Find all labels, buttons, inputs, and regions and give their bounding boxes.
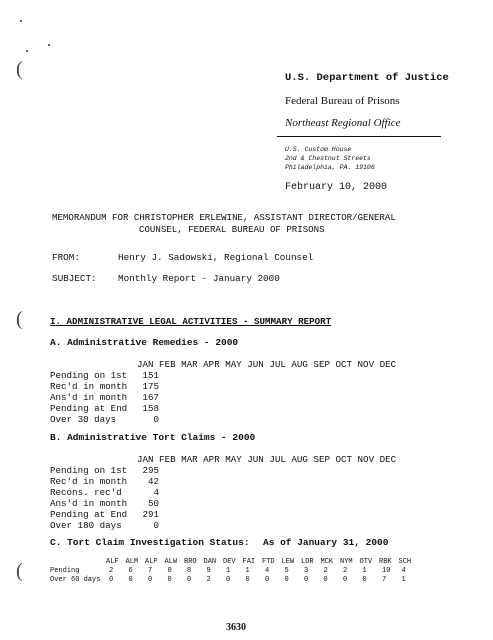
table-cell: 0 xyxy=(167,567,172,575)
memo-for-line-2: COUNSEL, FEDERAL BUREAU OF PRISONS xyxy=(139,224,325,235)
column-header: OTV xyxy=(359,558,373,566)
table-cell: 2 xyxy=(109,567,114,575)
column-header: NYM xyxy=(340,558,353,566)
column-header: LOR xyxy=(301,558,314,566)
table-row xyxy=(50,392,159,403)
table-cell: 0 xyxy=(323,576,328,584)
table-cell: 4 xyxy=(401,567,406,575)
column-header: DEV xyxy=(223,558,236,566)
table-cell: 1 xyxy=(401,576,406,584)
tort-claims-table xyxy=(50,465,159,531)
subsection-b-heading: B. Administrative Tort Claims - 2000 xyxy=(50,432,256,443)
jan-value: 291 xyxy=(142,509,159,520)
subject-label: SUBJECT: xyxy=(52,273,97,284)
table-cell: 0 xyxy=(245,576,250,584)
table-row xyxy=(50,520,159,531)
corner-cell xyxy=(50,558,106,567)
table-cell: 0 xyxy=(304,576,309,584)
table-cell: 9 xyxy=(206,567,211,575)
punch-hole-mark: ( xyxy=(16,58,23,80)
jan-value: 50 xyxy=(147,498,159,509)
row-label: Ans'd in month xyxy=(50,498,128,509)
row-label: Pending at End xyxy=(50,403,128,414)
office-name: Northeast Regional Office xyxy=(285,117,401,129)
table-cell: 0 xyxy=(284,576,289,584)
table-row xyxy=(50,414,159,425)
table-cell: 2 xyxy=(323,567,328,575)
table-cell: 0 xyxy=(128,576,133,584)
column-header: ALP xyxy=(145,558,158,566)
scan-speck xyxy=(26,50,28,52)
table-row xyxy=(50,567,418,576)
column-header: MCK xyxy=(320,558,334,566)
table-row xyxy=(50,465,159,476)
table-cell: 7 xyxy=(382,576,387,584)
page-number: 3630 xyxy=(226,622,246,633)
table-row xyxy=(50,498,159,509)
jan-value: 175 xyxy=(142,381,159,392)
scan-speck xyxy=(48,44,50,46)
table-cell: 6 xyxy=(128,567,133,575)
letterhead-rule xyxy=(277,136,441,137)
row-label: Pending at End xyxy=(50,509,128,520)
table-cell: 0 xyxy=(148,576,153,584)
row-label: Over 30 days xyxy=(50,414,117,425)
table-cell: 0 xyxy=(226,576,231,584)
from-label: FROM: xyxy=(52,252,80,263)
table-cell: 8 xyxy=(187,567,192,575)
row-label: Rec'd in month xyxy=(50,381,128,392)
table-cell: 0 xyxy=(265,576,270,584)
row-label: Ans'd in month xyxy=(50,392,128,403)
column-header: LEW xyxy=(281,558,295,566)
address-line: 2nd & Chestnut Streets xyxy=(285,155,371,162)
column-header: FTD xyxy=(262,558,275,566)
subsection-c-heading: C. Tort Claim Investigation Status: xyxy=(50,537,250,548)
row-label: Over 60 days xyxy=(50,576,101,584)
table-row xyxy=(50,487,159,498)
jan-value: 0 xyxy=(153,520,159,531)
table-cell: 1 xyxy=(226,567,231,575)
memo-for-line-1: MEMORANDUM FOR CHRISTOPHER ERLEWINE, ASSISTANT DIRECTOR/GENERAL xyxy=(52,212,396,223)
from-value: Henry J. Sadowski, Regional Counsel xyxy=(118,252,314,263)
column-header: DAN xyxy=(203,558,217,566)
table-cell: 1 xyxy=(245,567,250,575)
row-label: Pending on 1st xyxy=(50,465,128,476)
column-header: ALW xyxy=(164,558,178,566)
jan-value: 158 xyxy=(142,403,159,414)
row-label: Rec'd in month xyxy=(50,476,128,487)
table-row xyxy=(50,370,159,381)
table-cell: 0 xyxy=(343,576,348,584)
memo-date: February 10, 2000 xyxy=(285,182,388,193)
table-row xyxy=(50,576,418,585)
punch-hole-mark: ( xyxy=(16,560,23,582)
column-header: SCH xyxy=(398,558,412,566)
column-header: ALM xyxy=(125,558,139,566)
scan-speck xyxy=(20,20,22,22)
jan-value: 4 xyxy=(153,487,159,498)
column-header: FAI xyxy=(242,558,256,566)
table-row xyxy=(50,476,159,487)
table-cell: 7 xyxy=(148,567,153,575)
table-cell: 1 xyxy=(362,567,367,575)
bureau-name: Federal Bureau of Prisons xyxy=(285,95,400,107)
table-cell: 4 xyxy=(265,567,270,575)
column-header: ALF xyxy=(106,558,119,566)
months-header: JAN FEB MAR APR MAY JUN JUL AUG SEP OCT NOV DEC xyxy=(137,454,397,465)
jan-value: 0 xyxy=(153,414,159,425)
subject-value: Monthly Report - January 2000 xyxy=(118,273,280,284)
table-row xyxy=(50,381,159,392)
table-cell: 2 xyxy=(343,567,348,575)
table-cell: 3 xyxy=(304,567,309,575)
table-cell: 0 xyxy=(187,576,192,584)
jan-value: 167 xyxy=(142,392,159,403)
months-header: JAN FEB MAR APR MAY JUN JUL AUG SEP OCT NOV DEC xyxy=(137,359,397,370)
table-header-row xyxy=(50,558,418,567)
column-header: RBK xyxy=(379,558,392,566)
table-cell: 0 xyxy=(362,576,367,584)
department-name: U.S. Department of Justice xyxy=(285,72,449,84)
jan-value: 42 xyxy=(147,476,159,487)
punch-hole-mark: ( xyxy=(16,308,23,330)
jan-value: 151 xyxy=(142,370,159,381)
table-row xyxy=(50,403,159,414)
row-label: Pending xyxy=(50,567,80,575)
address-line: Philadelphia, PA. 19106 xyxy=(285,164,375,171)
subsection-a-heading: A. Administrative Remedies - 2000 xyxy=(50,337,239,348)
table-cell: 0 xyxy=(109,576,114,584)
row-label: Recons. rec'd xyxy=(50,487,122,498)
investigation-status-table xyxy=(50,558,418,585)
address-line: U.S. Custom House xyxy=(285,146,352,153)
subsection-c-asof: As of January 31, 2000 xyxy=(263,537,389,548)
table-cell: 5 xyxy=(284,567,289,575)
table-cell: 10 xyxy=(382,567,391,575)
table-row xyxy=(50,509,159,520)
remedies-table xyxy=(50,370,159,425)
section-heading: I. ADMINISTRATIVE LEGAL ACTIVITIES - SUMMARY REPORT xyxy=(50,316,332,327)
row-label: Over 180 days xyxy=(50,520,122,531)
table-cell: 2 xyxy=(206,576,211,584)
jan-value: 295 xyxy=(142,465,159,476)
column-header: BRO xyxy=(184,558,197,566)
table-cell: 0 xyxy=(167,576,172,584)
row-label: Pending on 1st xyxy=(50,370,128,381)
